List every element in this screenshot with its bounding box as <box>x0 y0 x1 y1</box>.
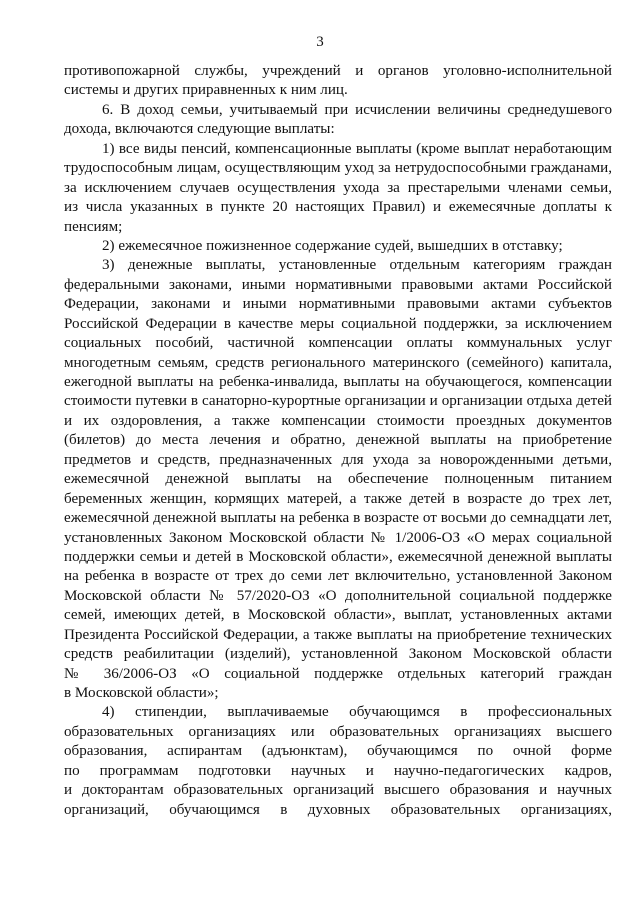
text-line: 1) все виды пенсий, компенсационные выплаты (кроме выплат неработающим <box>102 140 612 157</box>
text-line: в Московской области»; <box>64 685 219 701</box>
text-line: (билетов) до места лечения и обратно, денежной выплаты на приобретение <box>64 432 612 449</box>
text-line: противопожарной службы, учреждений и органов уголовно-исполнительной <box>64 63 612 79</box>
text-line: социальных пособий, частичной компенсации оплаты коммунальных услуг <box>64 335 612 352</box>
text-line: организаций, обучающимся в духовных образовательных организациях, <box>64 801 612 818</box>
text-line: из числа указанных в пункте 20 настоящих Правил) и ежемесячные доплаты к <box>64 199 612 216</box>
text-line: Президента Российской Федерации, а также выплаты на приобретение технических <box>64 626 612 643</box>
text-line: беременных женщин, кормящих матерей, а также детей в возрасте до трех лет, <box>64 490 612 507</box>
text-line: установленных Законом Московской области № 1/2006-ОЗ «О мерах социальной <box>64 529 612 546</box>
text-line: 6. В доход семьи, учитываемый при исчислении величины среднедушевого <box>102 101 612 118</box>
text-line: пенсиям; <box>64 218 123 235</box>
text-line: ежегодной выплаты на ребенка-инвалида, выплаты на обучающегося, компенсации <box>64 374 612 390</box>
text-line: федеральными законами, иными нормативными правовыми актами Российской <box>64 276 612 293</box>
text-line: № 36/2006-ОЗ «О социальной поддержке отдельных категорий граждан <box>64 665 612 682</box>
text-line: Московской области № 57/2020-ОЗ «О дополнительной социальной поддержке <box>64 587 612 604</box>
text-line: ежемесячной денежной выплаты на обеспечение полноценным питанием <box>64 471 612 488</box>
text-line: стоимости путевки в санаторно-курортные организации и организации отдыха детей <box>64 393 612 410</box>
text-line: Российской Федерации в качестве меры социальной поддержки, за исключением <box>64 315 612 332</box>
text-line: 2) ежемесячное пожизненное содержание судей, вышедших в отставку; <box>102 237 563 254</box>
page-number: 3 <box>316 34 324 50</box>
text-line: образования, аспирантам (адъюнктам), обучающимся по очной форме <box>64 743 612 760</box>
text-line: предметов и средств, предназначенных для ухода за новорожденными детьми, <box>64 451 612 468</box>
text-line: трудоспособным лицам, осуществляющим уход за нетрудоспособными гражданами, <box>64 160 612 177</box>
text-line: и их оздоровления, а также компенсации стоимости проездных документов <box>64 412 612 429</box>
text-line: на ребенка в возрасте от трех до семи лет включительно, установленной Законом <box>64 568 612 585</box>
text-line: многодетным семьям, средств регионального материнского (семейного) капитала, <box>64 354 612 371</box>
document-body <box>64 62 612 820</box>
text-line: 3) денежные выплаты, установленные отдельным категориям граждан <box>102 257 612 274</box>
text-line: 4) стипендии, выплачиваемые обучающимся в профессиональных <box>102 704 612 721</box>
text-line: и докторантам образовательных организаций высшего образования и научных <box>64 782 612 799</box>
text-line: системы и других приравненных к ним лиц. <box>64 82 348 99</box>
text-line: семей, имеющих детей, в Московской области», выплат, установленных актами <box>64 607 612 624</box>
text-line: Федерации, законами и иными нормативными правовыми актами субъектов <box>64 296 612 313</box>
text-line: ежемесячной денежной выплаты на ребенка в возрасте от восьми до семнадцати лет, <box>64 510 612 527</box>
text-line: за исключением случаев осуществления ухода за престарелыми членами семьи, <box>64 179 612 196</box>
text-line: средств реабилитации (изделий), установленной Законом Московской области <box>64 646 612 663</box>
text-line: поддержки семьи и детей в Московской области», ежемесячной денежной выплаты <box>64 548 612 565</box>
text-line: по программам подготовки научных и научно-педагогических кадров, <box>64 762 612 779</box>
text-line: дохода, включаются следующие выплаты: <box>64 121 335 138</box>
text-line: образовательных организациях или образовательных организациях высшего <box>64 723 612 740</box>
